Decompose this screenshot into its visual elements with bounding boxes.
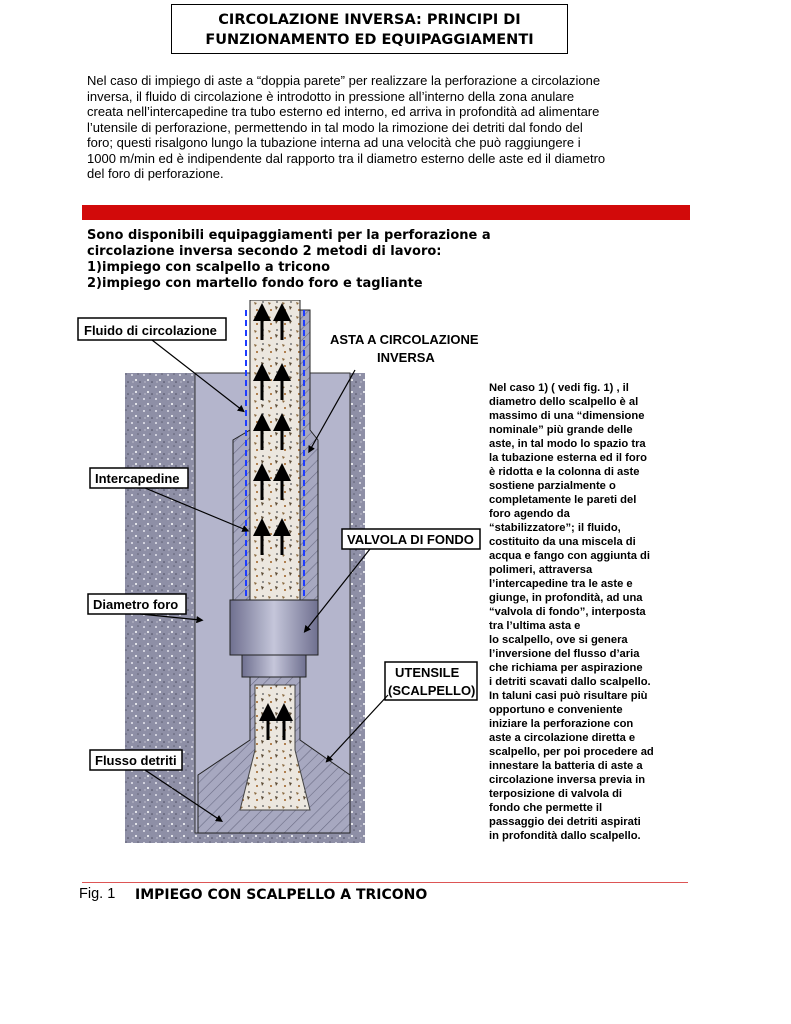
- side-line: polimeri, attraversa: [489, 564, 593, 576]
- page-title: [171, 4, 568, 54]
- side-line: lo scalpello, ove si genera: [489, 634, 628, 646]
- side-line: nominale” più grande delle: [489, 424, 633, 436]
- side-line: la tubazione esterna ed il foro: [489, 452, 647, 464]
- side-line: costituito da una miscela di: [489, 536, 636, 548]
- intro-line: l’utensile di perforazione, permettendo in tal modo la rimozione dei detriti dal fondo del: [87, 119, 583, 135]
- side-line: massimo di una “dimensione: [489, 410, 645, 422]
- side-line: che richiama per aspirazione: [489, 662, 643, 674]
- side-line: opportuno e conveniente: [489, 704, 623, 716]
- side-line: diametro dello scalpello è al: [489, 396, 639, 408]
- methods-list: [87, 228, 527, 292]
- side-line: foro agendo da: [489, 508, 570, 520]
- figure-caption: IMPIEGO CON SCALPELLO A TRICONO: [135, 887, 428, 903]
- side-line: in profondità dallo scalpello.: [489, 830, 641, 842]
- side-line: scalpello, per poi procedere ad: [489, 746, 654, 758]
- side-line: iniziare la perforazione con: [489, 718, 634, 730]
- side-line: tra l’ultima asta e: [489, 620, 581, 632]
- side-line: circolazione inversa previa in: [489, 774, 646, 786]
- methods-item: 2)impiego con martello fondo foro e tagliante: [87, 276, 423, 291]
- drilling-diagram: [70, 300, 490, 850]
- bottom-valve: [230, 600, 318, 655]
- side-line: aste a circolazione diretta e: [489, 732, 636, 744]
- valve-neck: [242, 655, 306, 677]
- side-line: innestare la batteria di aste a: [489, 760, 643, 772]
- label-flusso: Flusso detriti: [95, 753, 177, 768]
- figure-label: Fig. 1: [79, 886, 116, 902]
- side-line: Nel caso 1) ( vedi fig. 1) , il: [489, 382, 629, 394]
- side-line: è ridotta e la colonna di aste: [489, 466, 640, 478]
- intro-line: inversa, il fluido di circolazione è introdotto in pressione all’interno della zona anulare: [87, 88, 575, 104]
- side-line: fondo che permette il: [489, 802, 603, 814]
- intro-paragraph: [87, 73, 707, 182]
- figure-rule: [82, 882, 688, 883]
- side-line: terposizione di valvola di: [489, 788, 623, 800]
- intro-line: del foro di perforazione.: [87, 166, 224, 181]
- label-valvola: VALVOLA DI FONDO: [347, 532, 474, 547]
- label-intercapedine: Intercapedine: [95, 471, 180, 486]
- side-line: i detriti scavati dallo scalpello.: [489, 676, 651, 688]
- side-description: [489, 381, 699, 843]
- side-line: aste, in tal modo lo spazio tra: [489, 438, 646, 450]
- label-asta-line2: INVERSA: [377, 350, 435, 365]
- intro-line: foro; questi risalgono lungo la tubazione interna ad una velocità che può raggiungere i: [87, 135, 581, 150]
- methods-line: Sono disponibili equipaggiamenti per la perforazione a: [87, 228, 491, 243]
- label-utensile-line2: (SCALPELLO): [388, 683, 476, 698]
- side-line: giunge, in profondità, ad una: [489, 592, 643, 604]
- side-line: In taluni casi può risultare più: [489, 690, 648, 702]
- inner-tube: [250, 300, 300, 605]
- intro-line: creata nell’intercapedine tra tubo esterno ed interno, ed arriva in profondità ad alimentare: [87, 104, 600, 119]
- intro-line: Nel caso di impiego di aste a “doppia parete” per realizzare la perforazione a circolazione: [87, 73, 601, 88]
- side-line: passaggio dei detriti aspirati: [489, 816, 641, 828]
- side-line: l’inversione del flusso d’aria: [489, 648, 640, 660]
- side-line: “stabilizzatore”; il fluido,: [489, 522, 621, 534]
- title-line-1: CIRCOLAZIONE INVERSA: PRINCIPI DI: [218, 12, 521, 28]
- section-divider-bar: [82, 205, 690, 220]
- side-line: acqua e fango con aggiunta di: [489, 550, 650, 562]
- side-line: l’intercapedine tra le aste e: [489, 578, 633, 590]
- side-line: sostiene parzialmente o: [489, 480, 616, 492]
- label-asta-line1: ASTA A CIRCOLAZIONE: [330, 332, 479, 347]
- methods-item: 1)impiego con scalpello a tricono: [87, 260, 331, 275]
- side-line: completamente le pareti del: [489, 494, 637, 506]
- label-diametro: Diametro foro: [93, 597, 179, 612]
- methods-line: circolazione inversa secondo 2 metodi di lavoro:: [87, 244, 442, 259]
- side-line: “valvola di fondo”, interposta: [489, 606, 646, 618]
- label-fluido: Fluido di circolazione: [84, 323, 217, 338]
- label-utensile-line1: UTENSILE: [395, 665, 460, 680]
- title-line-2: FUNZIONAMENTO ED EQUIPAGGIAMENTI: [205, 32, 534, 48]
- intro-line: 1000 m/min ed è indipendente dal rapporto tra il diametro esterno delle aste ed il diametro: [87, 150, 606, 166]
